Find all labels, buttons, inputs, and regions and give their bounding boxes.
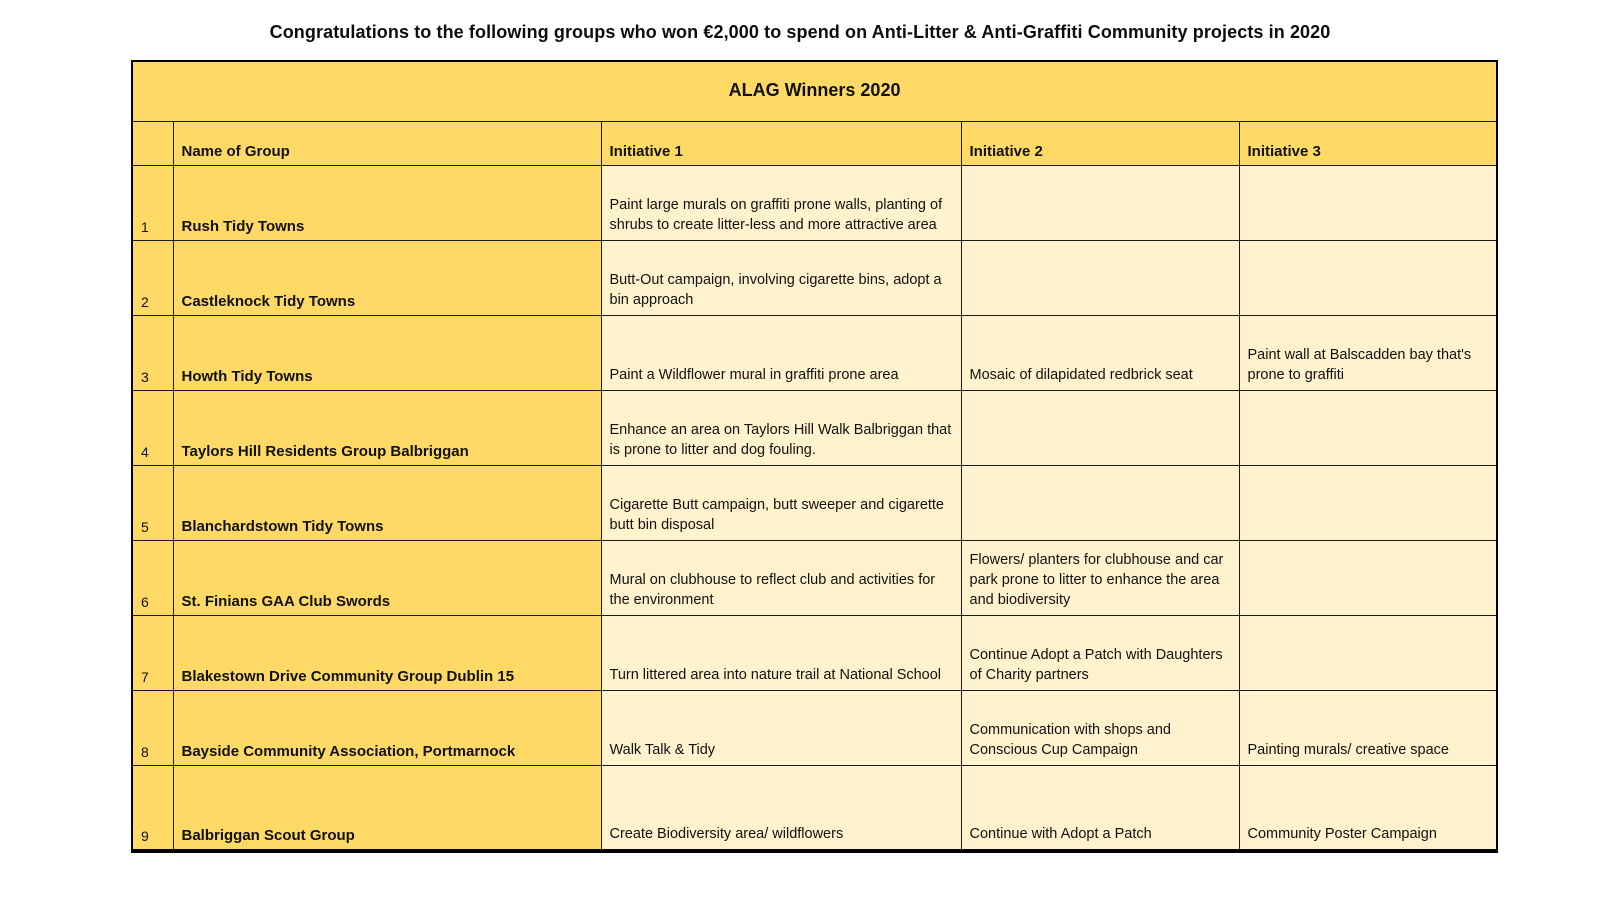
table-row [132, 390, 1497, 465]
group-name-cell: Balbriggan Scout Group [173, 765, 601, 851]
row-number-cell: 7 [132, 615, 173, 690]
column-header-initiative-3: Initiative 3 [1239, 121, 1497, 165]
initiative-3-cell [1239, 390, 1497, 465]
table-title-row [132, 61, 1497, 121]
table-row [132, 165, 1497, 240]
row-number-cell: 6 [132, 540, 173, 615]
initiative-3-cell [1239, 540, 1497, 615]
initiative-1-cell: Cigarette Butt campaign, butt sweeper and cigarette butt bin disposal [601, 465, 961, 540]
page-title: Congratulations to the following groups who won €2,000 to spend on Anti-Litter & Anti-Graffiti Community projects in 2020 [269, 22, 1331, 42]
initiative-2-cell: Communication with shops and Conscious Cup Campaign [961, 690, 1239, 765]
column-header-name-of-group: Name of Group [173, 121, 601, 165]
initiative-1-cell: Paint a Wildflower mural in graffiti prone area [601, 315, 961, 390]
initiative-3-cell [1239, 465, 1497, 540]
row-number-cell: 5 [132, 465, 173, 540]
initiative-1-cell: Paint large murals on graffiti prone walls, planting of shrubs to create litter-less and more attractive area [601, 165, 961, 240]
group-name-cell: Bayside Community Association, Portmarnock [173, 690, 601, 765]
initiative-1-cell: Mural on clubhouse to reflect club and activities for the environment [601, 540, 961, 615]
table-row [132, 615, 1497, 690]
initiative-1-cell: Butt-Out campaign, involving cigarette bins, adopt a bin approach [601, 240, 961, 315]
initiative-3-cell: Paint wall at Balscadden bay that's prone to graffiti [1239, 315, 1497, 390]
row-number-cell: 8 [132, 690, 173, 765]
group-name-cell: Taylors Hill Residents Group Balbriggan [173, 390, 601, 465]
initiative-2-cell: Continue with Adopt a Patch [961, 765, 1239, 851]
alag-winners-table [131, 60, 1498, 853]
row-number-cell: 4 [132, 390, 173, 465]
table-row [132, 240, 1497, 315]
row-number-cell: 2 [132, 240, 173, 315]
initiative-2-cell: Flowers/ planters for clubhouse and car park prone to litter to enhance the area and biodiversity [961, 540, 1239, 615]
initiative-2-cell [961, 240, 1239, 315]
initiative-2-cell: Mosaic of dilapidated redbrick seat [961, 315, 1239, 390]
table-title: ALAG Winners 2020 [132, 61, 1497, 121]
column-header-number [132, 121, 173, 165]
table-row [132, 315, 1497, 390]
column-header-row [132, 121, 1497, 165]
initiative-3-cell [1239, 240, 1497, 315]
group-name-cell: Rush Tidy Towns [173, 165, 601, 240]
initiative-1-cell: Walk Talk & Tidy [601, 690, 961, 765]
initiative-3-cell: Painting murals/ creative space [1239, 690, 1497, 765]
group-name-cell: Castleknock Tidy Towns [173, 240, 601, 315]
initiative-2-cell [961, 390, 1239, 465]
initiative-2-cell [961, 165, 1239, 240]
group-name-cell: Blakestown Drive Community Group Dublin 15 [173, 615, 601, 690]
initiative-3-cell: Community Poster Campaign [1239, 765, 1497, 851]
column-header-initiative-2: Initiative 2 [961, 121, 1239, 165]
initiative-1-cell: Turn littered area into nature trail at National School [601, 615, 961, 690]
row-number-cell: 3 [132, 315, 173, 390]
table-row [132, 690, 1497, 765]
column-header-initiative-1: Initiative 1 [601, 121, 961, 165]
initiative-3-cell [1239, 615, 1497, 690]
initiative-2-cell: Continue Adopt a Patch with Daughters of Charity partners [961, 615, 1239, 690]
initiative-1-cell: Create Biodiversity area/ wildflowers [601, 765, 961, 851]
table-row [132, 465, 1497, 540]
group-name-cell: St. Finians GAA Club Swords [173, 540, 601, 615]
row-number-cell: 9 [132, 765, 173, 851]
group-name-cell: Howth Tidy Towns [173, 315, 601, 390]
table-row [132, 765, 1497, 851]
table-row [132, 540, 1497, 615]
initiative-2-cell [961, 465, 1239, 540]
initiative-3-cell [1239, 165, 1497, 240]
row-number-cell: 1 [132, 165, 173, 240]
initiative-1-cell: Enhance an area on Taylors Hill Walk Balbriggan that is prone to litter and dog fouling. [601, 390, 961, 465]
group-name-cell: Blanchardstown Tidy Towns [173, 465, 601, 540]
